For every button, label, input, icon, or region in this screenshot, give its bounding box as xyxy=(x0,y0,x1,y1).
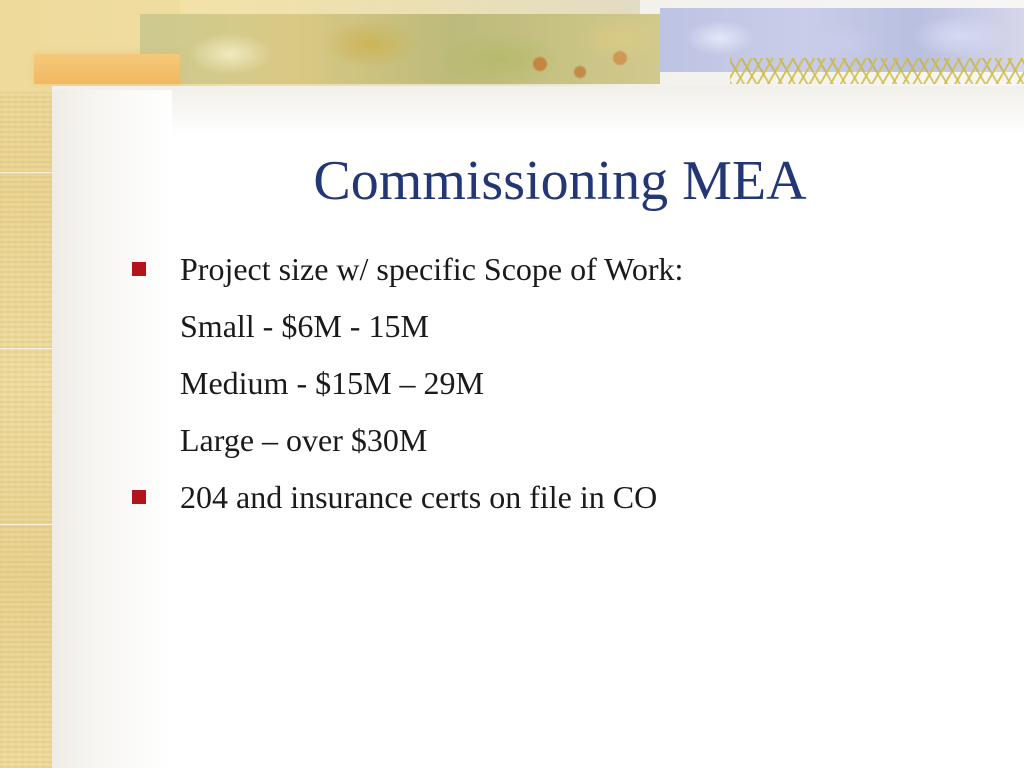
slide-title: Commissioning MEA xyxy=(313,150,807,212)
grass-image xyxy=(730,58,1024,84)
border-seam xyxy=(0,524,52,525)
bullet-item xyxy=(128,240,988,297)
square-bullet-icon xyxy=(132,262,146,276)
header-fade xyxy=(52,86,1024,136)
square-bullet-icon xyxy=(132,490,146,504)
header-artwork xyxy=(0,0,1024,92)
sub-item xyxy=(128,297,988,354)
leaf-accent xyxy=(520,44,660,84)
bullet-list xyxy=(128,240,988,525)
parchment-border xyxy=(0,0,52,768)
bullet-item xyxy=(128,468,988,525)
bullet-text: Small - $6M - 15M xyxy=(180,307,429,344)
gold-bar xyxy=(34,54,180,84)
bullet-text: Large – over $30M xyxy=(180,421,428,458)
sub-item xyxy=(128,411,988,468)
border-seam xyxy=(0,348,52,349)
sub-item xyxy=(128,354,988,411)
bullet-text: Project size w/ specific Scope of Work: xyxy=(180,250,684,287)
border-seam xyxy=(0,172,52,173)
bullet-text: 204 and insurance certs on file in CO xyxy=(180,478,658,515)
bullet-text: Medium - $15M – 29M xyxy=(180,364,484,401)
